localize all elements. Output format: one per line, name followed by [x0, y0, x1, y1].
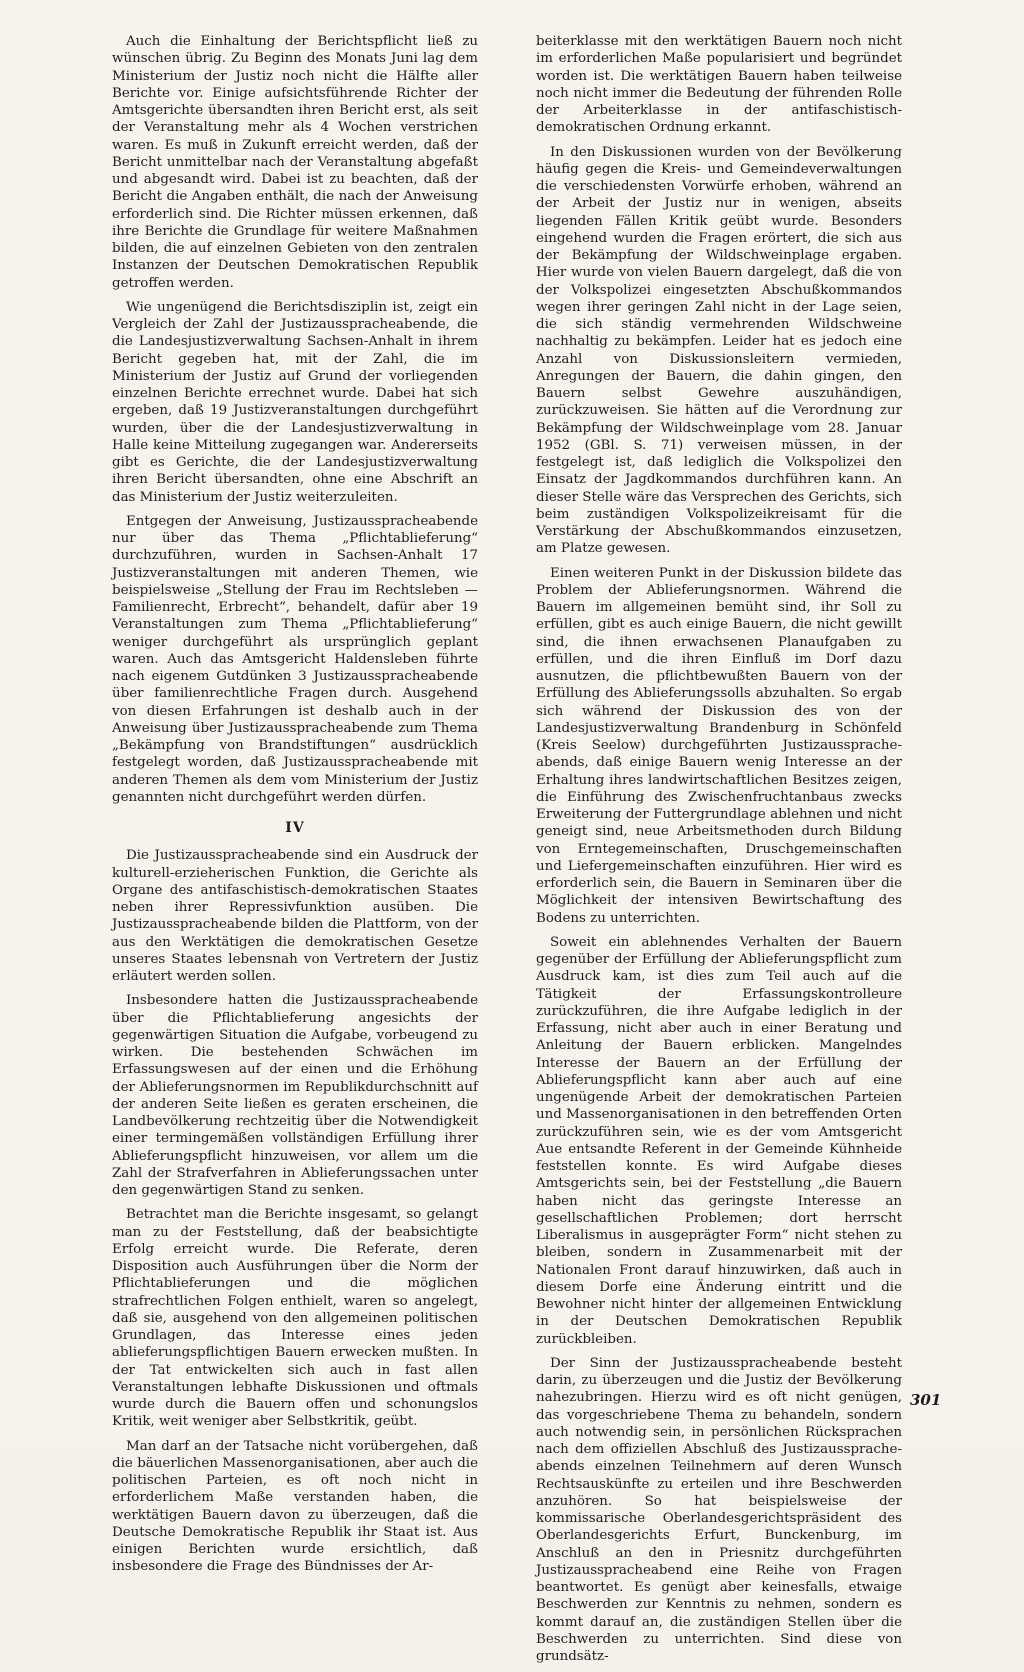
paragraph: Insbesondere hatten die Justizausspracheabende über die Pflichtablieferung angesichts der gegenwärtigen Situation die Aufgabe, vorbeugend zu wirken. Die bestehenden Schwächen im Erfassungswesen auf der einen und die Erhöhung der Ablieferungsnormen im Republikdurchschnitt auf der anderen Seite ließen es geraten erscheinen, die Landbevölkerung rechtzeitig über die Notwendigkeit einer termingemäßen vollständigen Erfüllung ihrer Ablieferungspflicht hinzuweisen, vor allem um die Zahl der Strafverfahren in Ablieferungssachen unter den gegenwärtigen Stand zu senken. [112, 993, 478, 1198]
section-heading: IV [285, 820, 305, 836]
paragraph: Betrachtet man die Berichte insgesamt, so gelangt man zu der Feststellung, daß der beabsichtigte Erfolg erreicht wurde. Die Referate, deren Disposition auch Ausführungen über die Norm der Pflichtablieferungen und die möglichen strafrechtlichen Folgen enthielt, waren so angelegt, daß sie, ausgehend von den allgemeinen politischen Grundlagen, das Interesse eines jeden ablieferungspflichtigen Bauern erwecken mußten. In der Tat entwickelten sich auch in fast allen Veranstaltungen lebhafte Diskussionen und oftmals wurde durch die Bauern offen und schonungslos Kritik, weit weniger aber Selbstkritik, geübt. [112, 1207, 478, 1430]
paragraph: Der Sinn der Justizausspracheabende besteht darin, zu überzeugen und die Justiz der Bevölkerung nahezubringen. Hierzu wird es oft nicht genügen, das vorgeschriebene Thema zu behandeln, sondern auch notwendig sein, in persönlichen Rücksprachen nach dem offiziellen Abschluß des Justizausspracheabends einzelnen Teilnehmern auf deren Wunsch Rechtsauskünfte zu erteilen und ihre Beschwerden anzuhören. So hat beispielsweise der kommissarische Oberlandesgerichtspräsident des Oberlandesgerichts Erfurt, Bunckenburg, im Anschluß an den in Priesnitz durchgeführten Justizausspracheabend eine Reihe von Fragen beantwortet. Es genügt aber keinesfalls, etwaige Beschwerden zur Kenntnis zu nehmen, sondern es kommt darauf an, die zuständigen Stellen über die Beschwerden zu unterrichten. Sind diese von grundsätz- [536, 1355, 902, 1664]
paragraph: Auch die Einhaltung der Berichtspflicht ließ zu wünschen übrig. Zu Beginn des Monats Juni lag dem Ministerium der Justiz noch nicht die Hälfte aller Berichte vor. Einige aufsichtsführende Richter der Amtsgerichte übersandten ihren Bericht erst, als seit der Veranstaltung mehr als 4 Wochen verstrichen waren. Es muß in Zukunft erreicht werden, daß der Bericht unmittelbar nach der Veranstaltung abgefaßt und abgesandt wird. Dabei ist zu beachten, daß der Bericht die Angaben enthält, die nach der Anweisung erforderlich sind. Die Richter müssen erkennen, daß ihre Berichte die Grundlage für weitere Maßnahmen bilden, die auf einzelnen Gebieten von den zentralen Instanzen der Deutschen Demokratischen Republik getroffen werden. [112, 34, 478, 291]
paragraph: beiterklasse mit den werktätigen Bauern noch nicht im erforderlichen Maße popularisiert und begründet worden ist. Die werktätigen Bauern haben teilweise noch nicht immer die Bedeutung der führenden Rolle der Arbeiterklasse in der antifaschistisch-demokratischen Ordnung erkannt. [536, 34, 902, 136]
right-column [536, 33, 902, 1672]
left-column [112, 33, 478, 1583]
paragraph: Wie ungenügend die Berichtsdisziplin ist, zeigt ein Vergleich der Zahl der Justizausspracheabende, die die Landesjustizverwaltung Sachsen-Anhalt in ihrem Bericht gegeben hat, mit der Zahl, die im Ministerium der Justiz auf Grund der vorliegenden einzelnen Berichte errechnet wurde. Dabei hat sich ergeben, daß 19 Justizveranstaltungen durchgeführt wurden, über die der Landesjustizverwaltung in Halle keine Mitteilung zugegangen war. Andererseits gibt es Gerichte, die der Landesjustizverwaltung ihren Bericht übersandten, ohne eine Abschrift an das Ministerium der Justiz weiterzuleiten. [112, 299, 478, 505]
paragraph: In den Diskussionen wurden von der Bevölkerung häufig gegen die Kreis- und Gemeindeverwaltungen die verschiedensten Vorwürfe erhoben, während an der Arbeit der Justiz nur in wenigen, abseits liegenden Fällen Kritik geübt wurde. Besonders eingehend wurden die Fragen erörtert, die sich aus der Bekämpfung der Wildschweinplage ergaben. Hier wurde von vielen Bauern dargelegt, daß die von der Volkspolizei eingesetzten Abschußkommandos wegen ihrer geringen Zahl nicht in der Lage seien, die sich ständig vermehrenden Wildschweine nachhaltig zu bekämpfen. Leider hat es jedoch eine Anzahl von Diskussionsleitern vermieden, Anregungen der Bauern, die dahin gingen, den Bauern selbst Gewehre auszuhändigen, zurückzuweisen. Sie hätten auf die Verordnung zur Bekämpfung der Wildschweinplage vom 28. Januar 1952 (GBl. S. 71) verweisen müssen, in der festgelegt ist, daß lediglich die Volkspolizei den Einsatz der Jagdkommandos durchführen kann. An dieser Stelle wäre das Versprechen des Gerichts, sich beim zuständigen Volkspolizeikreisamt für die Verstärkung der Abschußkommandos einzusetzen, am Platze gewesen. [536, 144, 902, 557]
paragraph: Einen weiteren Punkt in der Diskussion bildete das Problem der Ablieferungsnormen. Während die Bauern im allgemeinen bemüht sind, ihr Soll zu erfüllen, gibt es auch einige Bauern, die nicht gewillt sind, die ihnen erwachsenen Planaufgaben zu erfüllen, und die ihren Einfluß im Dorf dazu ausnutzen, die pflichtbewußten Bauern von der Erfüllung des Ablieferungssolls abzuhalten. So ergab sich während der Diskussion des von der Landesjustizverwaltung Brandenburg in Schönfeld (Kreis Seelow) durchgeführten Justizausspracheabends, daß einige Bauern wenig Interesse an der Erhaltung ihres landwirtschaftlichen Besitzes zeigen, die Einführung des Zwischenfruchtanbaus zwecks Erweiterung der Futtergrundlage ablehnen und nicht geneigt sind, neue Arbeitsmethoden durch Bildung von Erntegemeinschaften, Druschgemeinschaften und Liefergemeinschaften einzuführen. Hier wird es erforderlich sein, die Bauern in Seminaren über die Möglichkeit der intensiven Bewirtschaftung des Bodens zu unterrichten. [536, 565, 902, 926]
paragraph: Soweit ein ablehnendes Verhalten der Bauern gegenüber der Erfüllung der Ablieferungspflicht zum Ausdruck kam, ist dies zum Teil auch auf die Tätigkeit der Erfassungskontrolleure zurückzuführen, die ihre Aufgabe lediglich in der Erfassung, nicht aber auch in einer Beratung und Anleitung der Bauern erblicken. Mangelndes Interesse der Bauern an der Erfüllung der Ablieferungspflicht kann aber auch auf eine ungenügende Arbeit der demokratischen Parteien und Massenorganisationen in den betreffenden Orten zurückzuführen sein, wie es der vom Amtsgericht Aue entsandte Referent in der Gemeinde Kühnheide feststellen konnte. Es wird Aufgabe dieses Amtsgerichts sein, bei der Feststellung „die Bauern haben nicht das geringste Interesse an gesellschaftlichen Problemen; dort herrscht Liberalismus in ausgeprägter Form“ nicht stehen zu bleiben, sondern in Zusammenarbeit mit der Nationalen Front darauf hinzuwirken, daß auch in diesem Dorfe eine Änderung eintritt und die Bewohner nicht hinter der allgemeinen Entwicklung in der Deutschen Demokratischen Republik zurückbleiben. [536, 934, 902, 1347]
paragraph: Die Justizausspracheabende sind ein Ausdruck der kulturell-erzieherischen Funktion, die Gerichte als Organe des antifaschistisch-demokratischen Staates neben ihrer Repressivfunktion ausüben. Die Justizausspracheabende bilden die Plattform, von der aus den Werktätigen die demokratischen Gesetze unseres Staates lebensnah von Vertretern der Justiz erläutert werden sollen. [112, 848, 478, 984]
page-number: 301 [910, 1391, 942, 1409]
paragraph: Entgegen der Anweisung, Justizausspracheabende nur über das Thema „Pflichtablieferung“ durchzuführen, wurden in Sachsen-Anhalt 17 Justizveranstaltungen mit anderen Themen, wie beispielsweise „Stellung der Frau im Rechtsleben — Familienrecht, Erbrecht“, behandelt, dafür aber 19 Veranstaltungen zum Thema „Pflichtablieferung“ weniger durchgeführt als ursprünglich geplant waren. Auch das Amtsgericht Haldensleben führte nach eigenem Gutdünken 3 Justizausspracheabende über familienrechtliche Fragen durch. Ausgehend von diesen Erfahrungen ist deshalb auch in der Anweisung über Justizausspracheabende zum Thema „Bekämpfung von Brandstiftungen“ ausdrücklich festgelegt worden, daß Justizausspracheabende mit anderen Themen als dem vom Ministerium der Justiz genannten nicht durchgeführt werden dürfen. [112, 513, 478, 805]
paragraph: Man darf an der Tatsache nicht vorübergehen, daß die bäuerlichen Massenorganisationen, aber auch die politischen Parteien, es oft noch nicht in erforderlichem Maße verstanden haben, die werktätigen Bauern davon zu überzeugen, daß die Deutsche Demokratische Republik ihr Staat ist. Aus einigen Berichten wurde ersichtlich, daß insbesondere die Frage des Bündnisses der Ar- [112, 1438, 478, 1575]
